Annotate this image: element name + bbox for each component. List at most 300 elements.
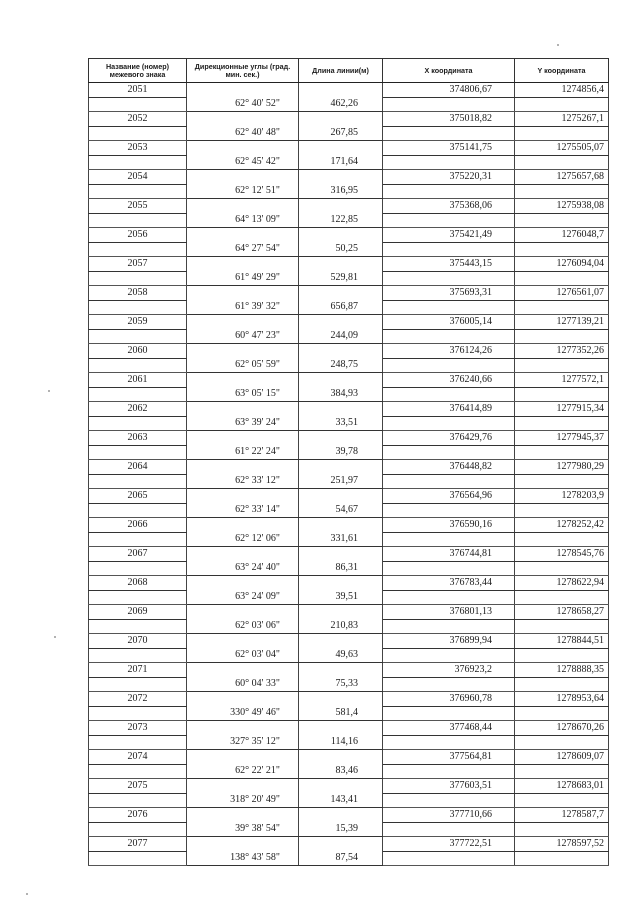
point-name-cell: 2072 [89,692,187,707]
segment-name-spacer [89,416,187,431]
segment-x-spacer [383,329,515,344]
y-coordinate-cell: 1278587,7 [515,808,609,823]
line-length-cell: 244,09 [299,329,383,344]
point-length-spacer [299,344,383,359]
line-length-cell: 86,31 [299,561,383,576]
boundary-coordinates-table [88,58,609,866]
y-coordinate-cell: 1276094,04 [515,257,609,272]
segment-row [89,648,609,663]
direction-angle-cell: 318° 20' 49" [187,793,299,808]
point-name-cell: 2067 [89,547,187,562]
point-angle-spacer [187,257,299,272]
segment-x-spacer [383,387,515,402]
header-x: X координата [383,59,515,83]
x-coordinate-cell: 375220,31 [383,170,515,185]
segment-row [89,619,609,634]
segment-row [89,590,609,605]
point-row [89,663,609,678]
segment-y-spacer [515,126,609,141]
segment-name-spacer [89,474,187,489]
segment-y-spacer [515,474,609,489]
segment-x-spacer [383,300,515,315]
direction-angle-cell: 62° 40' 48" [187,126,299,141]
point-angle-spacer [187,228,299,243]
point-angle-spacer [187,141,299,156]
point-length-spacer [299,634,383,649]
point-length-spacer [299,692,383,707]
segment-x-spacer [383,735,515,750]
point-name-cell: 2075 [89,779,187,794]
line-length-cell: 54,67 [299,503,383,518]
segment-name-spacer [89,300,187,315]
segment-row [89,416,609,431]
scan-speck [26,893,28,895]
line-length-cell: 15,39 [299,822,383,837]
x-coordinate-cell: 376590,16 [383,518,515,533]
point-name-cell: 2073 [89,721,187,736]
point-angle-spacer [187,315,299,330]
segment-y-spacer [515,358,609,373]
direction-angle-cell: 62° 33' 12" [187,474,299,489]
x-coordinate-cell: 377468,44 [383,721,515,736]
y-coordinate-cell: 1274856,4 [515,83,609,98]
line-length-cell: 87,54 [299,851,383,866]
segment-row [89,706,609,721]
point-length-spacer [299,373,383,388]
line-length-cell: 39,51 [299,590,383,605]
header-y: Y координата [515,59,609,83]
segment-x-spacer [383,532,515,547]
point-name-cell: 2068 [89,576,187,591]
segment-name-spacer [89,445,187,460]
segment-row [89,474,609,489]
point-angle-spacer [187,460,299,475]
segment-x-spacer [383,97,515,112]
y-coordinate-cell: 1276048,7 [515,228,609,243]
y-coordinate-cell: 1278658,27 [515,605,609,620]
segment-row [89,97,609,112]
point-name-cell: 2064 [89,460,187,475]
x-coordinate-cell: 375693,31 [383,286,515,301]
line-length-cell: 143,41 [299,793,383,808]
point-row [89,344,609,359]
segment-row [89,503,609,518]
point-length-spacer [299,605,383,620]
segment-row [89,387,609,402]
point-name-cell: 2074 [89,750,187,765]
line-length-cell: 581,4 [299,706,383,721]
x-coordinate-cell: 376923,2 [383,663,515,678]
x-coordinate-cell: 375018,82 [383,112,515,127]
segment-y-spacer [515,300,609,315]
y-coordinate-cell: 1278953,64 [515,692,609,707]
segment-name-spacer [89,590,187,605]
segment-y-spacer [515,590,609,605]
segment-row [89,445,609,460]
y-coordinate-cell: 1277980,29 [515,460,609,475]
segment-y-spacer [515,242,609,257]
point-name-cell: 2070 [89,634,187,649]
point-length-spacer [299,547,383,562]
point-angle-spacer [187,779,299,794]
segment-x-spacer [383,126,515,141]
line-length-cell: 656,87 [299,300,383,315]
point-row [89,489,609,504]
point-name-cell: 2071 [89,663,187,678]
point-angle-spacer [187,373,299,388]
line-length-cell: 267,85 [299,126,383,141]
point-length-spacer [299,808,383,823]
segment-row [89,358,609,373]
segment-name-spacer [89,271,187,286]
x-coordinate-cell: 377603,51 [383,779,515,794]
scan-speck [557,44,559,46]
segment-row [89,155,609,170]
segment-x-spacer [383,474,515,489]
y-coordinate-cell: 1277915,34 [515,402,609,417]
segment-name-spacer [89,764,187,779]
segment-row [89,213,609,228]
point-angle-spacer [187,402,299,417]
point-length-spacer [299,199,383,214]
segment-row [89,677,609,692]
point-name-cell: 2069 [89,605,187,620]
segment-name-spacer [89,561,187,576]
segment-x-spacer [383,851,515,866]
segment-y-spacer [515,271,609,286]
segment-row [89,764,609,779]
segment-row [89,532,609,547]
segment-name-spacer [89,329,187,344]
point-angle-spacer [187,489,299,504]
point-name-cell: 2077 [89,837,187,852]
point-length-spacer [299,83,383,98]
y-coordinate-cell: 1278670,26 [515,721,609,736]
line-length-cell: 39,78 [299,445,383,460]
point-name-cell: 2057 [89,257,187,272]
direction-angle-cell: 63° 24' 40" [187,561,299,576]
point-row [89,692,609,707]
point-length-spacer [299,489,383,504]
direction-angle-cell: 63° 39' 24" [187,416,299,431]
segment-y-spacer [515,387,609,402]
point-name-cell: 2062 [89,402,187,417]
x-coordinate-cell: 376960,78 [383,692,515,707]
segment-name-spacer [89,822,187,837]
point-name-cell: 2054 [89,170,187,185]
point-row [89,779,609,794]
segment-y-spacer [515,561,609,576]
x-coordinate-cell: 376564,96 [383,489,515,504]
point-row [89,83,609,98]
line-length-cell: 210,83 [299,619,383,634]
x-coordinate-cell: 376429,76 [383,431,515,446]
segment-x-spacer [383,619,515,634]
y-coordinate-cell: 1277139,21 [515,315,609,330]
direction-angle-cell: 62° 22' 21" [187,764,299,779]
point-angle-spacer [187,286,299,301]
direction-angle-cell: 62° 33' 14" [187,503,299,518]
x-coordinate-cell: 376744,81 [383,547,515,562]
segment-y-spacer [515,329,609,344]
segment-x-spacer [383,590,515,605]
x-coordinate-cell: 377722,51 [383,837,515,852]
x-coordinate-cell: 376783,44 [383,576,515,591]
line-length-cell: 83,46 [299,764,383,779]
point-name-cell: 2056 [89,228,187,243]
segment-name-spacer [89,648,187,663]
point-length-spacer [299,576,383,591]
table-header [89,59,609,83]
segment-name-spacer [89,126,187,141]
point-length-spacer [299,779,383,794]
segment-y-spacer [515,648,609,663]
y-coordinate-cell: 1275938,08 [515,199,609,214]
point-name-cell: 2053 [89,141,187,156]
direction-angle-cell: 61° 49' 29" [187,271,299,286]
segment-x-spacer [383,561,515,576]
point-row [89,315,609,330]
segment-name-spacer [89,619,187,634]
direction-angle-cell: 39° 38' 54" [187,822,299,837]
segment-row [89,242,609,257]
table-body [89,83,609,866]
y-coordinate-cell: 1277352,26 [515,344,609,359]
line-length-cell: 33,51 [299,416,383,431]
segment-y-spacer [515,213,609,228]
segment-name-spacer [89,155,187,170]
segment-name-spacer [89,97,187,112]
segment-row [89,184,609,199]
y-coordinate-cell: 1278844,51 [515,634,609,649]
segment-row [89,271,609,286]
point-angle-spacer [187,170,299,185]
y-coordinate-cell: 1278203,9 [515,489,609,504]
direction-angle-cell: 62° 12' 51" [187,184,299,199]
point-row [89,373,609,388]
y-coordinate-cell: 1278545,76 [515,547,609,562]
y-coordinate-cell: 1278622,94 [515,576,609,591]
point-row [89,431,609,446]
segment-y-spacer [515,155,609,170]
segment-x-spacer [383,648,515,663]
line-length-cell: 529,81 [299,271,383,286]
point-name-cell: 2063 [89,431,187,446]
y-coordinate-cell: 1276561,07 [515,286,609,301]
direction-angle-cell: 330° 49' 46" [187,706,299,721]
point-length-spacer [299,518,383,533]
header-angle: Дирекционные углы (град. мин. сек.) [187,59,299,83]
point-name-cell: 2061 [89,373,187,388]
segment-y-spacer [515,416,609,431]
segment-y-spacer [515,184,609,199]
direction-angle-cell: 60° 04' 33" [187,677,299,692]
segment-row [89,822,609,837]
point-angle-spacer [187,576,299,591]
scan-speck [48,390,50,392]
line-length-cell: 122,85 [299,213,383,228]
y-coordinate-cell: 1277945,37 [515,431,609,446]
point-angle-spacer [187,750,299,765]
x-coordinate-cell: 376124,26 [383,344,515,359]
x-coordinate-cell: 376414,89 [383,402,515,417]
segment-x-spacer [383,416,515,431]
x-coordinate-cell: 376801,13 [383,605,515,620]
point-angle-spacer [187,808,299,823]
point-name-cell: 2066 [89,518,187,533]
point-row [89,518,609,533]
point-row [89,576,609,591]
point-name-cell: 2076 [89,808,187,823]
segment-x-spacer [383,271,515,286]
line-length-cell: 384,93 [299,387,383,402]
segment-name-spacer [89,213,187,228]
point-row [89,750,609,765]
point-name-cell: 2052 [89,112,187,127]
direction-angle-cell: 138° 43' 58" [187,851,299,866]
segment-y-spacer [515,764,609,779]
segment-name-spacer [89,735,187,750]
direction-angle-cell: 62° 03' 04" [187,648,299,663]
direction-angle-cell: 62° 12' 06" [187,532,299,547]
line-length-cell: 171,64 [299,155,383,170]
point-row [89,228,609,243]
segment-name-spacer [89,387,187,402]
point-angle-spacer [187,837,299,852]
x-coordinate-cell: 374806,67 [383,83,515,98]
segment-x-spacer [383,677,515,692]
point-length-spacer [299,750,383,765]
point-name-cell: 2051 [89,83,187,98]
y-coordinate-cell: 1275505,07 [515,141,609,156]
segment-x-spacer [383,213,515,228]
point-name-cell: 2055 [89,199,187,214]
point-row [89,402,609,417]
y-coordinate-cell: 1275657,68 [515,170,609,185]
direction-angle-cell: 62° 05' 59" [187,358,299,373]
segment-name-spacer [89,184,187,199]
y-coordinate-cell: 1278683,01 [515,779,609,794]
segment-x-spacer [383,445,515,460]
segment-y-spacer [515,735,609,750]
x-coordinate-cell: 376240,66 [383,373,515,388]
segment-x-spacer [383,184,515,199]
line-length-cell: 75,33 [299,677,383,692]
point-angle-spacer [187,344,299,359]
line-length-cell: 316,95 [299,184,383,199]
point-length-spacer [299,837,383,852]
line-length-cell: 462,26 [299,97,383,112]
segment-x-spacer [383,358,515,373]
segment-y-spacer [515,677,609,692]
direction-angle-cell: 62° 03' 06" [187,619,299,634]
segment-name-spacer [89,503,187,518]
x-coordinate-cell: 376448,82 [383,460,515,475]
segment-x-spacer [383,242,515,257]
segment-name-spacer [89,532,187,547]
segment-y-spacer [515,851,609,866]
segment-y-spacer [515,822,609,837]
x-coordinate-cell: 375368,06 [383,199,515,214]
point-name-cell: 2060 [89,344,187,359]
point-row [89,634,609,649]
direction-angle-cell: 64° 27' 54" [187,242,299,257]
point-row [89,199,609,214]
segment-y-spacer [515,532,609,547]
point-angle-spacer [187,721,299,736]
header-length: Длина линии(м) [299,59,383,83]
point-row [89,460,609,475]
segment-row [89,329,609,344]
segment-x-spacer [383,764,515,779]
direction-angle-cell: 60° 47' 23" [187,329,299,344]
line-length-cell: 49,63 [299,648,383,663]
segment-name-spacer [89,851,187,866]
segment-name-spacer [89,242,187,257]
point-row [89,286,609,301]
line-length-cell: 50,25 [299,242,383,257]
point-length-spacer [299,286,383,301]
point-row [89,547,609,562]
direction-angle-cell: 63° 05' 15" [187,387,299,402]
point-row [89,112,609,127]
segment-x-spacer [383,793,515,808]
y-coordinate-cell: 1278888,35 [515,663,609,678]
point-angle-spacer [187,692,299,707]
y-coordinate-cell: 1277572,1 [515,373,609,388]
line-length-cell: 114,16 [299,735,383,750]
segment-x-spacer [383,155,515,170]
segment-y-spacer [515,445,609,460]
segment-name-spacer [89,793,187,808]
line-length-cell: 248,75 [299,358,383,373]
point-name-cell: 2065 [89,489,187,504]
line-length-cell: 251,97 [299,474,383,489]
x-coordinate-cell: 376005,14 [383,315,515,330]
x-coordinate-cell: 376899,94 [383,634,515,649]
point-row [89,721,609,736]
point-length-spacer [299,431,383,446]
segment-row [89,126,609,141]
x-coordinate-cell: 375443,15 [383,257,515,272]
x-coordinate-cell: 375421,49 [383,228,515,243]
x-coordinate-cell: 377710,66 [383,808,515,823]
y-coordinate-cell: 1278609,07 [515,750,609,765]
segment-name-spacer [89,677,187,692]
point-name-cell: 2058 [89,286,187,301]
segment-row [89,735,609,750]
point-angle-spacer [187,112,299,127]
direction-angle-cell: 327° 35' 12" [187,735,299,750]
point-angle-spacer [187,83,299,98]
point-row [89,605,609,620]
point-angle-spacer [187,634,299,649]
point-length-spacer [299,721,383,736]
x-coordinate-cell: 377564,81 [383,750,515,765]
segment-row [89,851,609,866]
direction-angle-cell: 61° 39' 32" [187,300,299,315]
segment-y-spacer [515,619,609,634]
segment-y-spacer [515,793,609,808]
segment-row [89,793,609,808]
point-name-cell: 2059 [89,315,187,330]
point-length-spacer [299,228,383,243]
point-angle-spacer [187,431,299,446]
point-length-spacer [299,257,383,272]
point-angle-spacer [187,199,299,214]
segment-y-spacer [515,503,609,518]
segment-x-spacer [383,503,515,518]
